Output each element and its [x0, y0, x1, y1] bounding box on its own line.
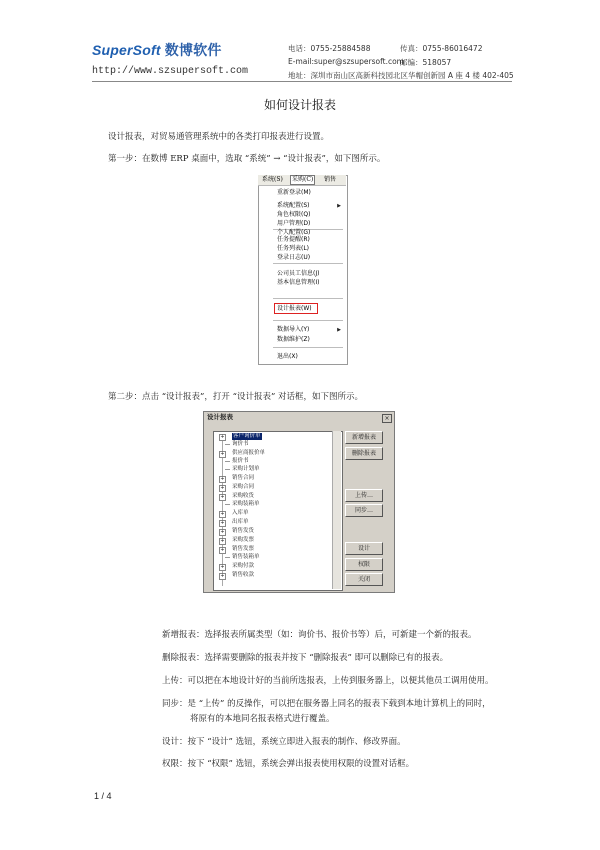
menu-item-exit[interactable]: 退出(X) [277, 353, 298, 360]
desc-permission: 权限：按下 “权限” 选钮，系统会弹出报表使用权限的设置对话框。 [162, 759, 415, 769]
submenu-arrow-icon: ▶ [337, 203, 341, 209]
tree-item[interactable]: 销售装箱单 [232, 554, 260, 560]
design-report-dialog [203, 411, 395, 593]
menu-item-role-permission[interactable]: 角色权限(Q) [277, 211, 311, 218]
company-url: http://www.szsupersoft.com [92, 66, 249, 77]
expand-icon[interactable]: + [220, 494, 225, 500]
system-menu [258, 175, 348, 365]
expand-icon[interactable]: + [220, 547, 225, 553]
expand-icon[interactable]: + [220, 529, 225, 535]
desc-sync: 同步：是 “上传” 的反操作，可以把在服务器上同名的报表下载到本地计算机上的同时， [162, 699, 491, 709]
menu-separator [273, 263, 343, 264]
intro-text: 设计报表，对贸易通管理系统中的各类打印报表进行设置。 [108, 132, 330, 142]
desc-sync-cont: 将原有的本地同名报表格式进行覆盖。 [190, 714, 335, 724]
tree-item[interactable]: 采购装箱单 [232, 501, 260, 507]
submenu-arrow-icon: ▶ [337, 327, 341, 333]
dialog-title: 设计报表 [207, 413, 233, 421]
tree-item[interactable]: 销售发票 [232, 546, 255, 552]
menu-item-task-list[interactable]: 任务列表(L) [277, 245, 310, 252]
menu-item-data-import[interactable]: 数据导入(Y) [277, 326, 310, 333]
menu-item-login-log[interactable]: 登录日志(U) [277, 254, 311, 261]
menubar-purchase[interactable]: 采购(C) [292, 176, 314, 183]
upload-button[interactable]: 上传… [345, 489, 383, 502]
tree-item[interactable]: 报价书 [232, 458, 249, 464]
design-button[interactable]: 设计 [345, 542, 383, 555]
dialog-title-bar [204, 412, 394, 423]
menubar-sales[interactable]: 销售 [324, 176, 337, 183]
menubar-system[interactable]: 系统(S) [262, 176, 283, 183]
fax-text: 传真：0755-86016472 [400, 44, 483, 53]
delete-report-button[interactable]: 删除报表 [345, 447, 383, 460]
tree-line [225, 557, 230, 558]
header-divider [92, 81, 512, 82]
step1-text: 第一步：在数博 ERP 桌面中，选取 “系统” → “设计报表”，如下图所示。 [108, 154, 386, 164]
menu-bar [258, 175, 346, 186]
expand-icon[interactable]: + [220, 538, 225, 544]
tree-item[interactable]: 客户询价单 [233, 433, 261, 439]
sync-button[interactable]: 同步… [345, 504, 383, 517]
desc-design: 设计：按下 “设计” 选钮，系统立即进入报表的制作、修改界面。 [162, 737, 406, 747]
tree-item[interactable]: 采购发票 [232, 537, 255, 543]
expand-icon[interactable]: + [220, 573, 225, 579]
tree-item[interactable]: 销售收款 [232, 572, 255, 578]
close-icon[interactable]: × [382, 414, 392, 423]
email-text: E-mail:super@szsupersoft.com [288, 57, 404, 66]
logo-en: SuperSoft [92, 42, 161, 58]
logo-cn: 数博软件 [164, 42, 222, 58]
menu-item-design-report[interactable]: 设计报表(W) [277, 305, 312, 312]
tree-item[interactable]: 供应商报价单 [232, 450, 266, 456]
tree-item[interactable]: 出库单 [232, 519, 249, 525]
expand-icon[interactable]: + [220, 520, 225, 526]
tree-line [225, 504, 230, 505]
page-title: 如何设计报表 [263, 98, 336, 112]
tree-item[interactable]: 采购付款 [232, 563, 255, 569]
menu-item-system-config[interactable]: 系统配置(S) [277, 202, 310, 209]
tree-line [225, 461, 230, 462]
tree-item[interactable]: 销售合同 [232, 475, 255, 481]
expand-icon[interactable]: + [220, 434, 225, 440]
step2-text: 第二步：点击 “设计报表”，打开 “设计报表” 对话框，如下图所示。 [108, 392, 363, 402]
menu-item-user-management[interactable]: 用户管理(D) [277, 220, 311, 227]
menu-separator [273, 320, 343, 321]
tree-item[interactable]: 销售发货 [232, 528, 255, 534]
expand-icon[interactable]: + [220, 485, 225, 491]
expand-icon[interactable]: + [220, 564, 225, 570]
page-number: 1 / 4 [94, 791, 112, 801]
menu-item-task-reminder[interactable]: 任务提醒(R) [277, 236, 310, 243]
desc-delete-report: 删除报表：选择需要删除的报表并按下 “删除报表” 即可以删除已有的报表。 [162, 653, 449, 663]
menu-item-data-maintenance[interactable]: 数据维护(Z) [277, 336, 310, 343]
desc-add-report: 新增报表：选择报表所属类型（如：询价书、报价书等）后，可新建一个新的报表。 [162, 630, 477, 640]
tree-line [225, 469, 230, 470]
close-button[interactable]: 关闭 [345, 573, 383, 586]
company-logo [92, 40, 222, 60]
menu-item-staff-info[interactable]: 公司员工信息(J) [277, 270, 320, 277]
tree-scrollbar[interactable] [332, 431, 341, 589]
menu-separator [273, 298, 343, 299]
expand-icon[interactable]: + [220, 451, 225, 457]
expand-icon[interactable]: + [220, 511, 225, 517]
tree-item[interactable]: 入库单 [232, 510, 249, 516]
menu-item-relogin[interactable]: 重新登录(M) [277, 189, 311, 196]
tree-line [225, 444, 230, 445]
menu-item-basic-info[interactable]: 基本信息管理(I) [277, 279, 320, 286]
report-tree [213, 431, 343, 591]
menu-separator [273, 347, 343, 348]
desc-upload: 上传：可以把在本地设计好的当前所选报表，上传到服务器上，以便其他员工调用使用。 [162, 676, 494, 686]
tree-item[interactable]: 采购计划单 [232, 466, 260, 472]
tree-item[interactable]: 采购合同 [232, 484, 255, 490]
address-text: 地址：深圳市南山区高新科技园北区华帽创新园 A 座 4 楼 402-405 [288, 71, 514, 80]
menu-item-personal-config[interactable]: 个人配置(G) [277, 229, 311, 236]
tree-item[interactable]: 询价书 [232, 441, 249, 447]
permission-button[interactable]: 权限 [345, 558, 383, 571]
phone-text: 电话：0755-25884588 [288, 44, 371, 53]
add-report-button[interactable]: 新增报表 [345, 431, 383, 444]
expand-icon[interactable]: + [220, 476, 225, 482]
tree-item[interactable]: 采购收货 [232, 493, 255, 499]
postcode-text: 邮编：518057 [400, 58, 452, 67]
